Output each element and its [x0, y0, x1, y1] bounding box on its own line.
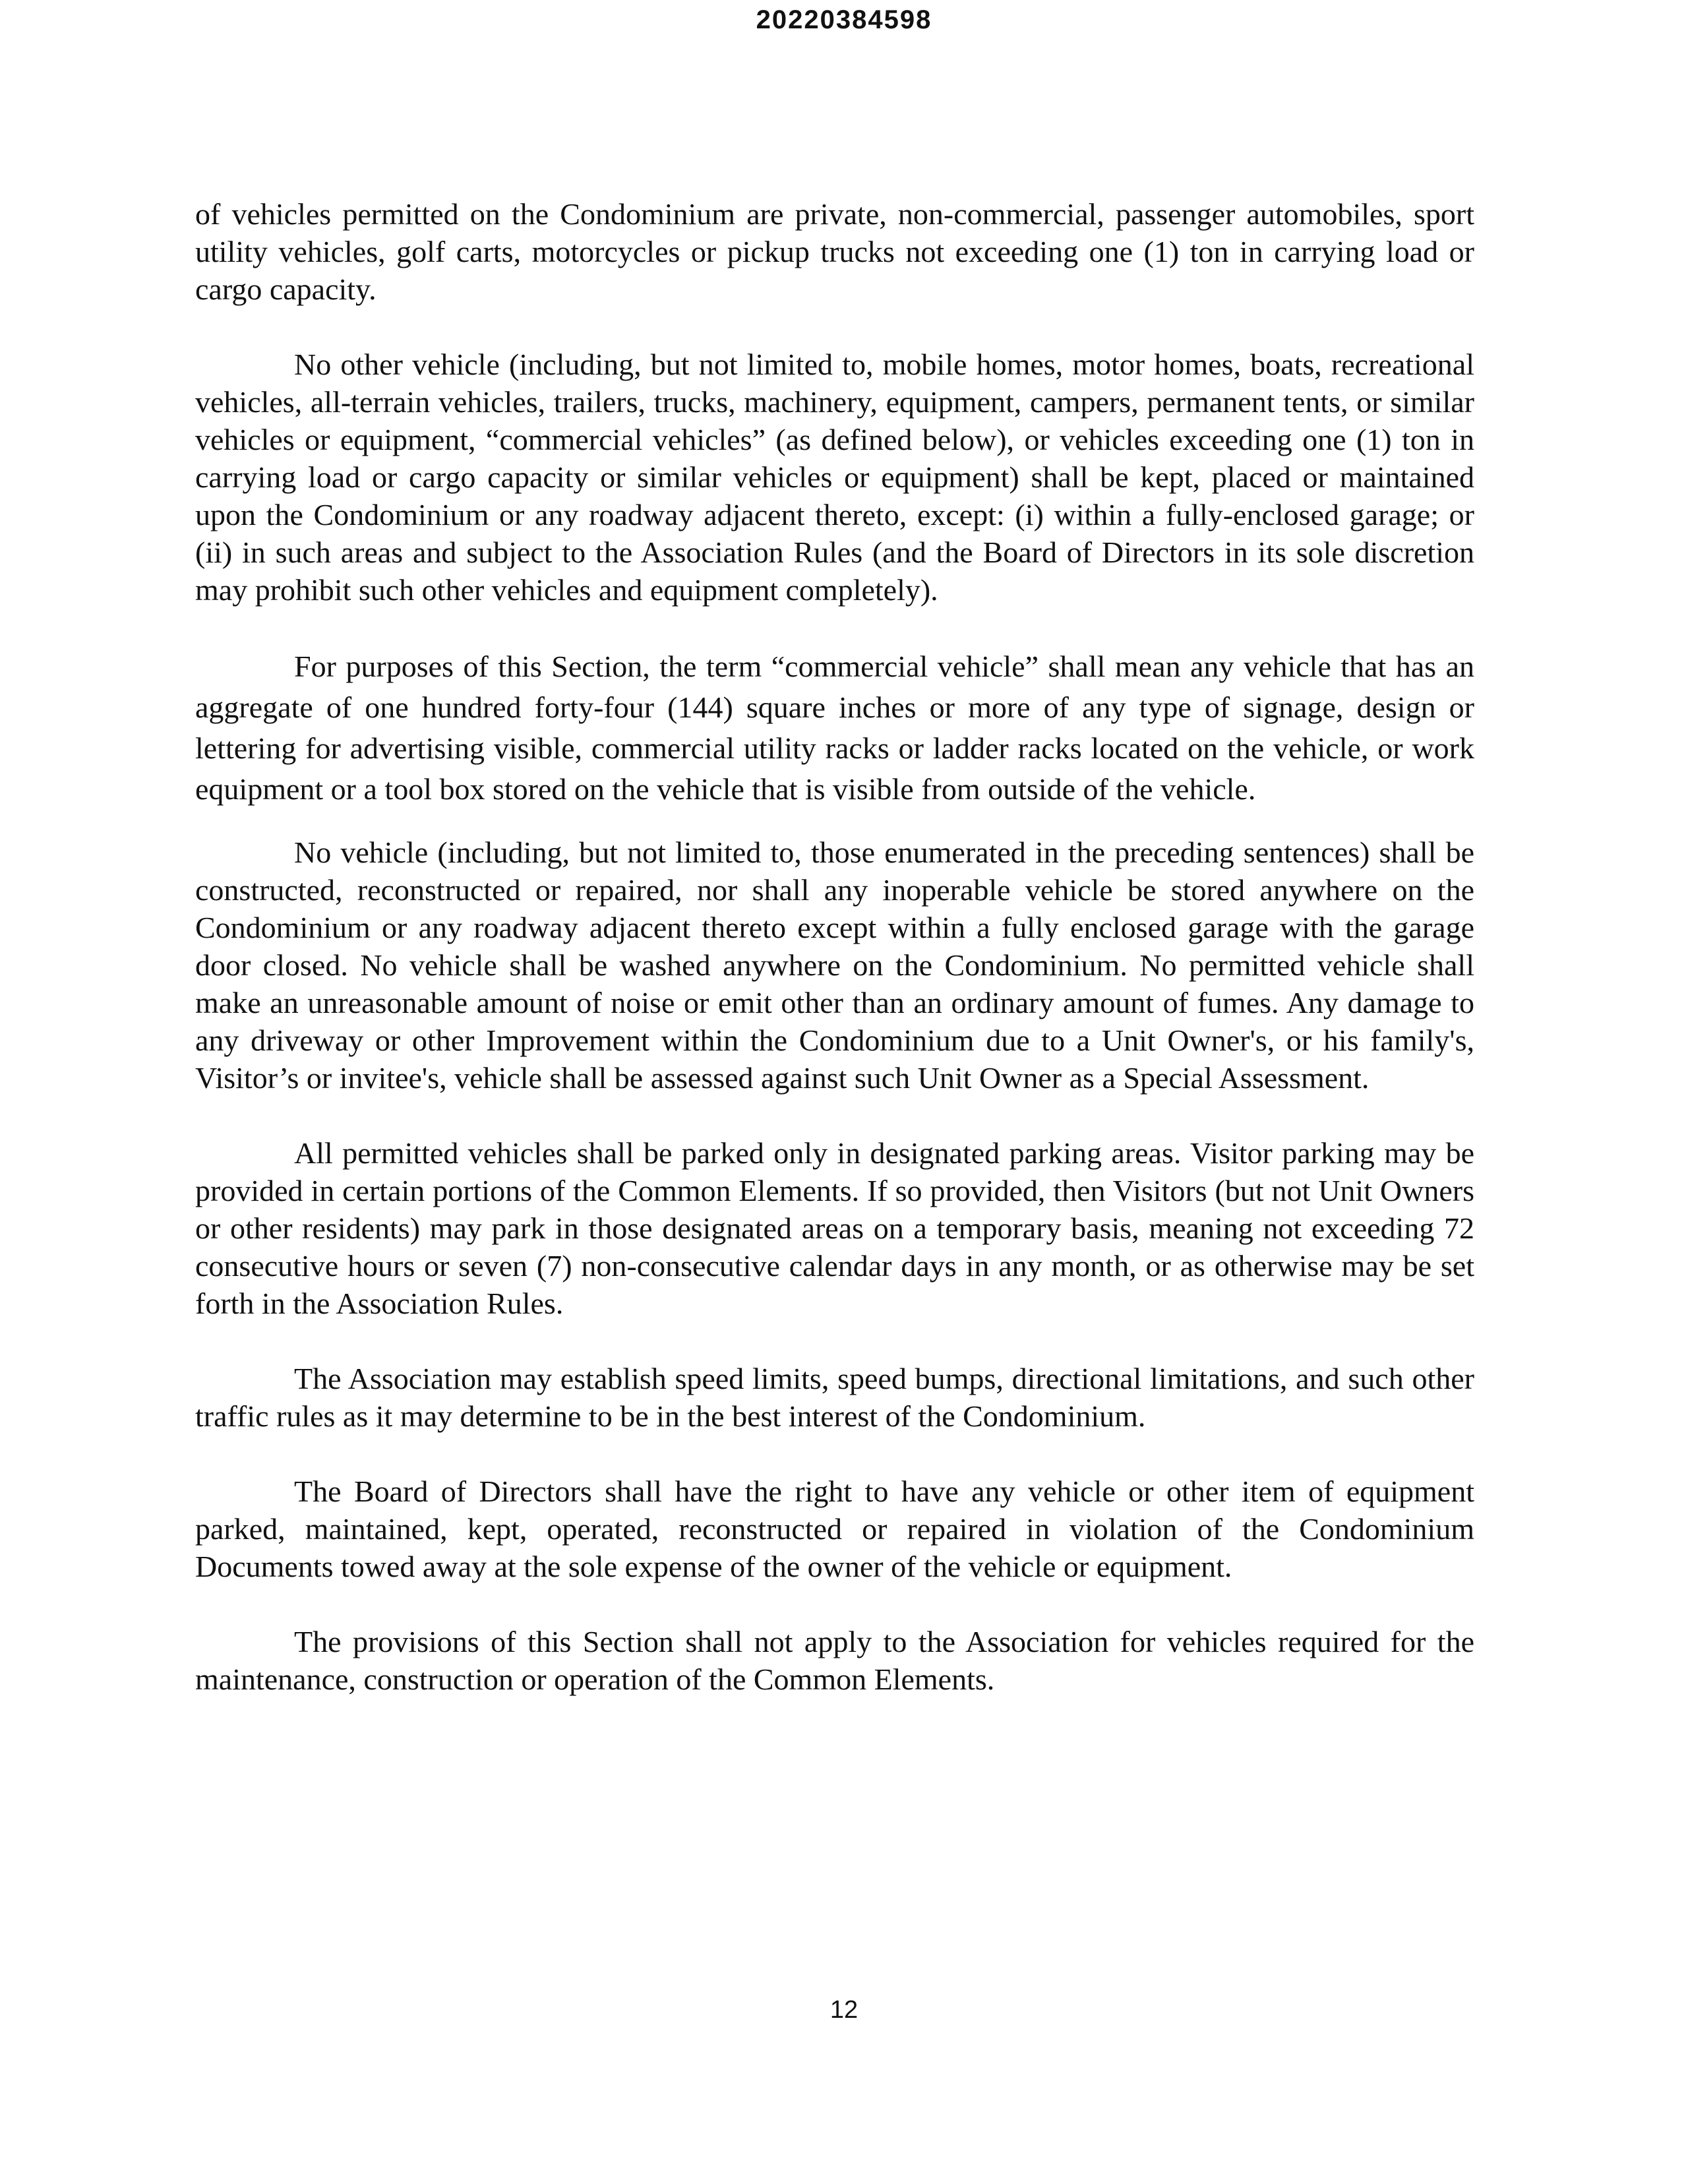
paragraph-other-vehicles: No other vehicle (including, but not limited to, mobile homes, motor homes, boats, recreational vehicles, all-terrain vehicles, trailers, trucks, machinery, equipment, campers, permanent tents, or similar vehicles or equipment, “commercial vehicles” (as defined below), or vehicles exceeding one (1) ton in carrying load or cargo capacity or similar vehicles or equipment) shall be kept, placed or maintained upon the Condominium or any roadway adjacent thereto, except: (i) within a fully-enclosed garage; or (ii) in such areas and subject to the Association Rules (and the Board of Directors in its sole discretion may prohibit such other vehicles and equipment completely).: [195, 348, 1474, 607]
paragraph-parking-areas: All permitted vehicles shall be parked only in designated parking areas. Visitor parking may be provided in certain portions of the Common Elements. If so provided, then Visitors (but not Unit Owners or other residents) may park in those designated areas on a temporary basis, meaning not exceeding 72 consecutive hours or seven (7) non-consecutive calendar days in any month, or as otherwise may be set forth in the Association Rules.: [195, 1136, 1474, 1320]
paragraph-vehicle-repairs: No vehicle (including, but not limited to, those enumerated in the preceding sentences) shall be constructed, reconstructed or repaired, nor shall any inoperable vehicle be stored anywhere on the Condominium or any roadway adjacent thereto except within a fully enclosed garage with the garage door closed. No vehicle shall be washed anywhere on the Condominium. No permitted vehicle shall make an unreasonable amount of noise or emit other than an ordinary amount of fumes. Any damage to any driveway or other Improvement within the Condominium due to a Unit Owner's, or his family's, Visitor’s or invitee's, vehicle shall be assessed against such Unit Owner as a Special Assessment.: [195, 835, 1474, 1095]
paragraph-vehicles-permitted: of vehicles permitted on the Condominium are private, non-commercial, passenger automobiles, sport utility vehicles, golf carts, motorcycles or pickup trucks not exceeding one (1) ton in carrying load or cargo capacity.: [195, 197, 1474, 306]
paragraph-association-exemption: The provisions of this Section shall not apply to the Association for vehicles required for the maintenance, construction or operation of the Common Elements.: [195, 1625, 1474, 1696]
paragraph-commercial-vehicle-definition: For purposes of this Section, the term “commercial vehicle” shall mean any vehicle that has an aggregate of one hundred forty-four (144) square inches or more of any type of signage, design or lettering for advertising visible, commercial utility racks or ladder racks located on the vehicle, or work equipment or a tool box stored on the vehicle that is visible from outside of the vehicle.: [195, 650, 1474, 806]
document-body: [195, 195, 1474, 1698]
page-number: 12: [829, 1996, 859, 2024]
document-number: 20220384598: [756, 5, 932, 34]
paragraph-traffic-rules: The Association may establish speed limits, speed bumps, directional limitations, and such other traffic rules as it may determine to be in the best interest of the Condominium.: [195, 1362, 1474, 1433]
paragraph-towing: The Board of Directors shall have the right to have any vehicle or other item of equipment parked, maintained, kept, operated, reconstructed or repaired in violation of the Condominium Documents towed away at the sole expense of the owner of the vehicle or equipment.: [195, 1474, 1474, 1583]
